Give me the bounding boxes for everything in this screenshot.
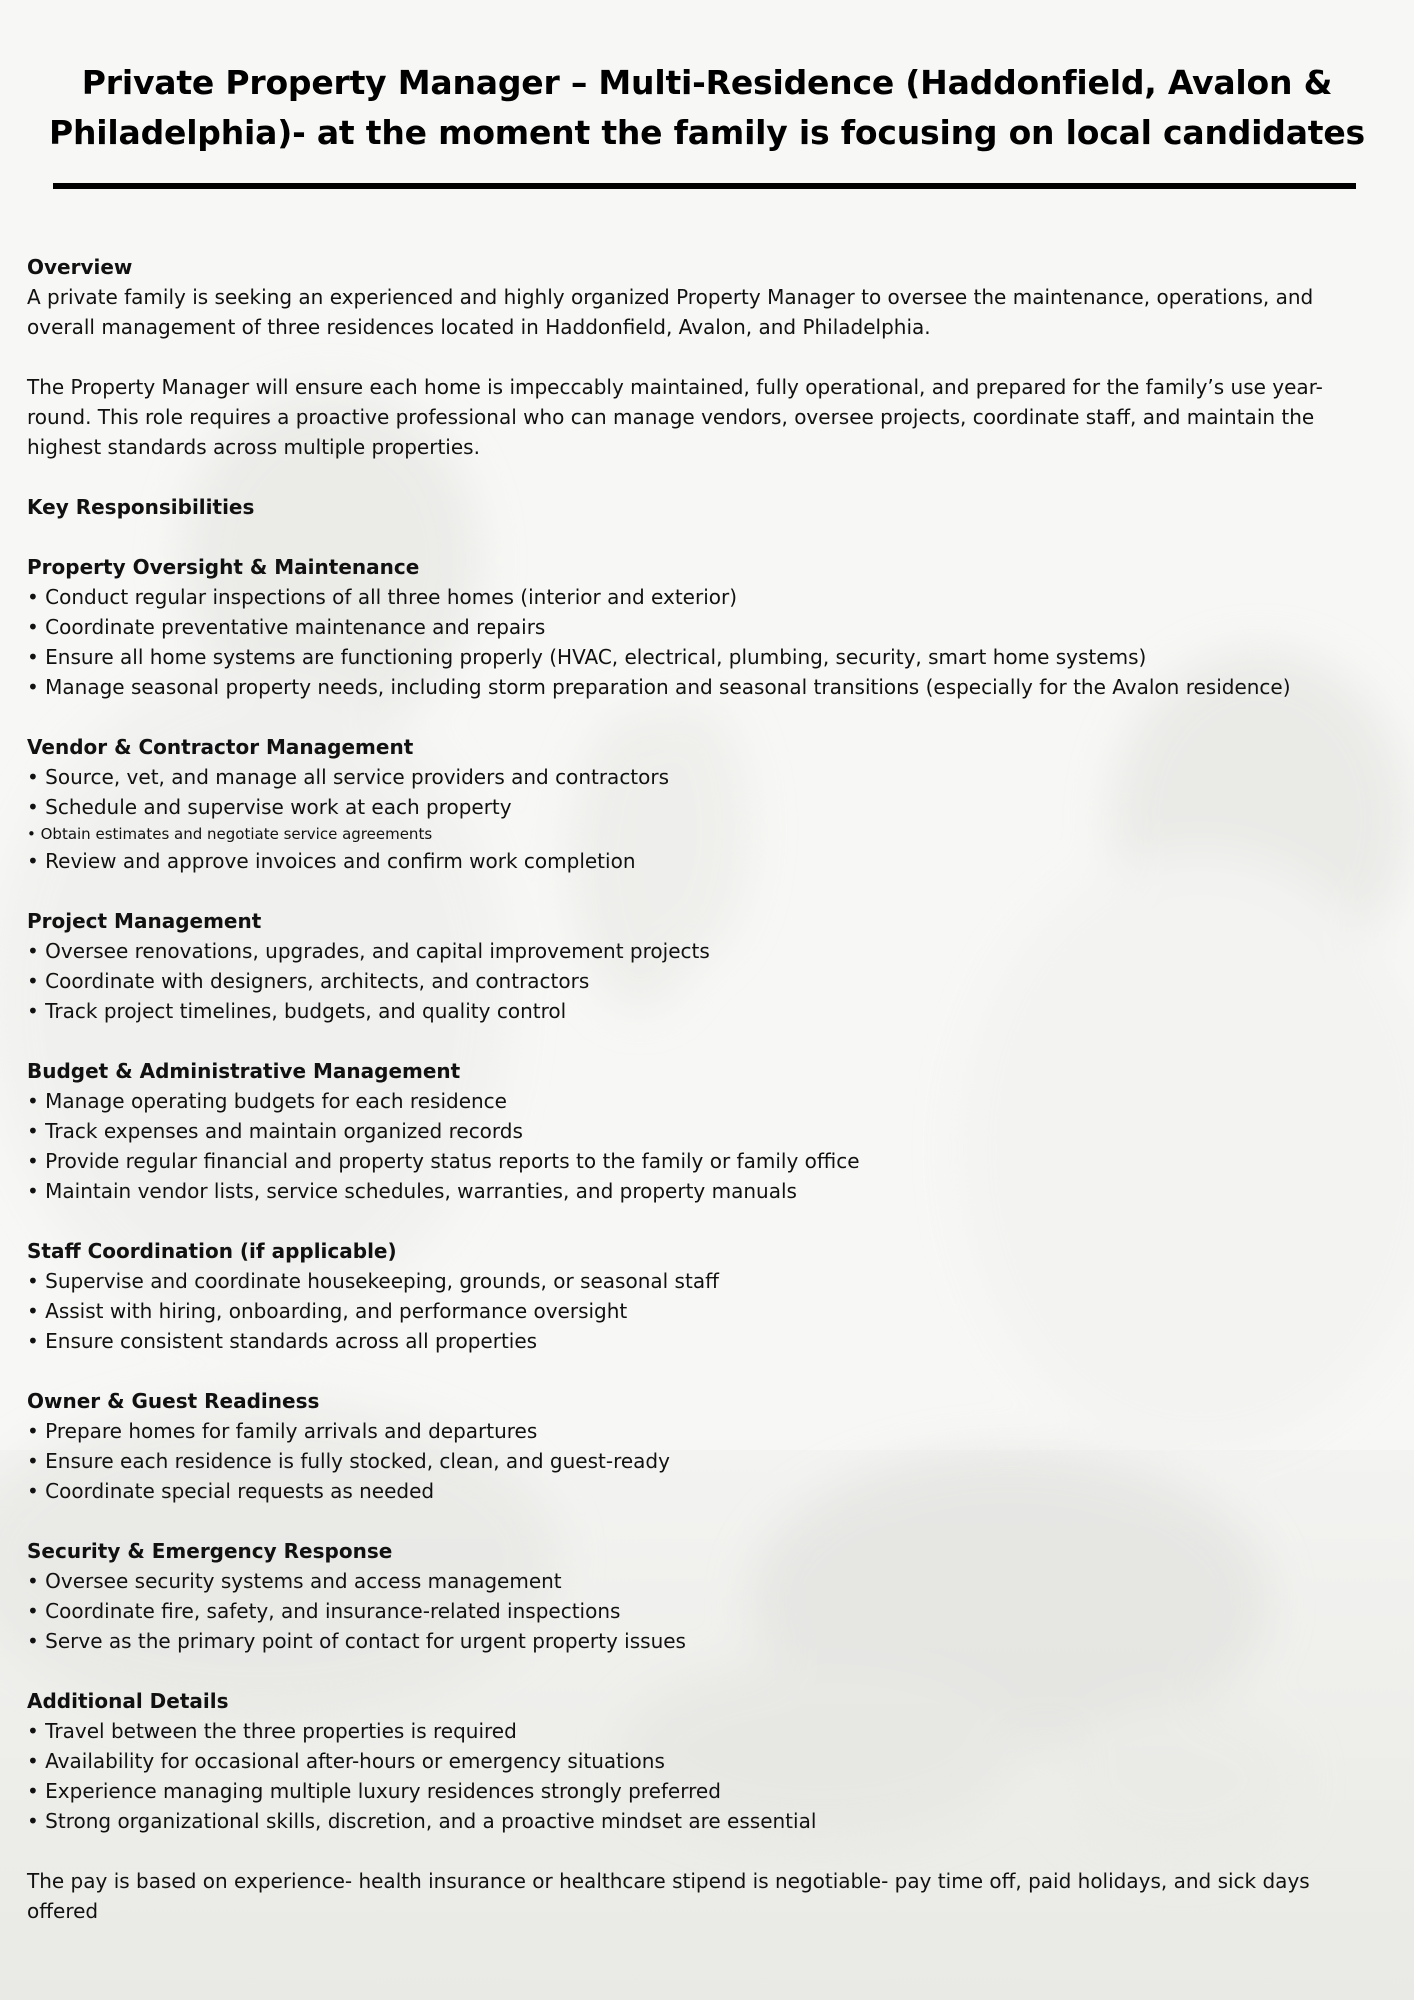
list-item: • Track expenses and maintain organized records (27, 1119, 523, 1143)
list-item: • Ensure consistent standards across all properties (27, 1329, 538, 1353)
list-item: • Ensure all home systems are functioning properly (HVAC, electrical, plumbing, security, smart home systems) (27, 645, 1147, 669)
section-heading: Budget & Administrative Management (27, 1059, 461, 1083)
list-item: • Experience managing multiple luxury residences strongly preferred (27, 1779, 721, 1803)
list-item: • Availability for occasional after-hours or emergency situations (27, 1749, 665, 1773)
list-item: • Oversee renovations, upgrades, and capital improvement projects (27, 939, 710, 963)
list-item: • Maintain vendor lists, service schedules, warranties, and property manuals (27, 1179, 797, 1203)
list-item: • Coordinate special requests as needed (27, 1479, 435, 1503)
list-item: • Manage seasonal property needs, including storm preparation and seasonal transitions (especially for the Avalon residence) (27, 675, 1291, 699)
section-heading: Project Management (27, 909, 262, 933)
overview-heading: Overview (27, 255, 133, 279)
page-title: Private Property Manager – Multi-Residence (Haddonfield, Avalon & Philadelphia)- at the moment the family is focusing on local candidates (49, 63, 1365, 152)
section-heading: Additional Details (27, 1689, 229, 1713)
title-divider (53, 183, 1356, 189)
list-item: • Prepare homes for family arrivals and departures (27, 1419, 538, 1443)
key-responsibilities-heading: Key Responsibilities (27, 495, 255, 519)
list-item: • Travel between the three properties is required (27, 1719, 517, 1743)
list-item: • Assist with hiring, onboarding, and performance oversight (27, 1299, 628, 1323)
list-item: • Serve as the primary point of contact for urgent property issues (27, 1629, 686, 1653)
section-heading: Security & Emergency Response (27, 1539, 393, 1563)
list-item: • Review and approve invoices and confirm work completion (27, 849, 636, 873)
section-heading: Staff Coordination (if applicable) (27, 1239, 397, 1263)
list-item: • Conduct regular inspections of all three homes (interior and exterior) (27, 585, 738, 609)
closing-paragraph: The pay is based on experience- health insurance or healthcare stipend is negotiable- pay time off, paid holidays, and sick days offered (27, 1869, 1310, 1923)
list-item: • Track project timelines, budgets, and quality control (27, 999, 567, 1023)
list-item: • Coordinate preventative maintenance and repairs (27, 615, 546, 639)
list-item: • Coordinate with designers, architects, and contractors (27, 969, 590, 993)
overview-paragraph: The Property Manager will ensure each home is impeccably maintained, fully operational, and prepared for the family’s use year-round. This role requires a proactive professional who can manage vendors, oversee projects, coordinate staff, and maintain the highest standards across multiple properties. (27, 375, 1323, 459)
overview-paragraph: A private family is seeking an experienced and highly organized Property Manager to oversee the maintenance, operations, and overall management of three residences located in Haddonfield, Avalon, and Philadelphia. (27, 285, 1314, 339)
list-item: • Schedule and supervise work at each property (27, 795, 512, 819)
list-item: • Oversee security systems and access management (27, 1569, 562, 1593)
list-item: • Coordinate fire, safety, and insurance-related inspections (27, 1599, 621, 1623)
list-item: • Source, vet, and manage all service providers and contractors (27, 765, 670, 789)
list-item: • Obtain estimates and negotiate service agreements (27, 825, 433, 843)
list-item: • Ensure each residence is fully stocked, clean, and guest-ready (27, 1449, 670, 1473)
list-item: • Strong organizational skills, discretion, and a proactive mindset are essential (27, 1809, 817, 1833)
list-item: • Manage operating budgets for each residence (27, 1089, 507, 1113)
section-heading: Owner & Guest Readiness (27, 1389, 320, 1413)
list-item: • Provide regular financial and property status reports to the family or family office (27, 1149, 860, 1173)
section-heading: Property Oversight & Maintenance (27, 555, 420, 579)
document-body (27, 252, 1387, 1926)
list-item: • Supervise and coordinate housekeeping, grounds, or seasonal staff (27, 1269, 719, 1293)
section-heading: Vendor & Contractor Management (27, 735, 414, 759)
